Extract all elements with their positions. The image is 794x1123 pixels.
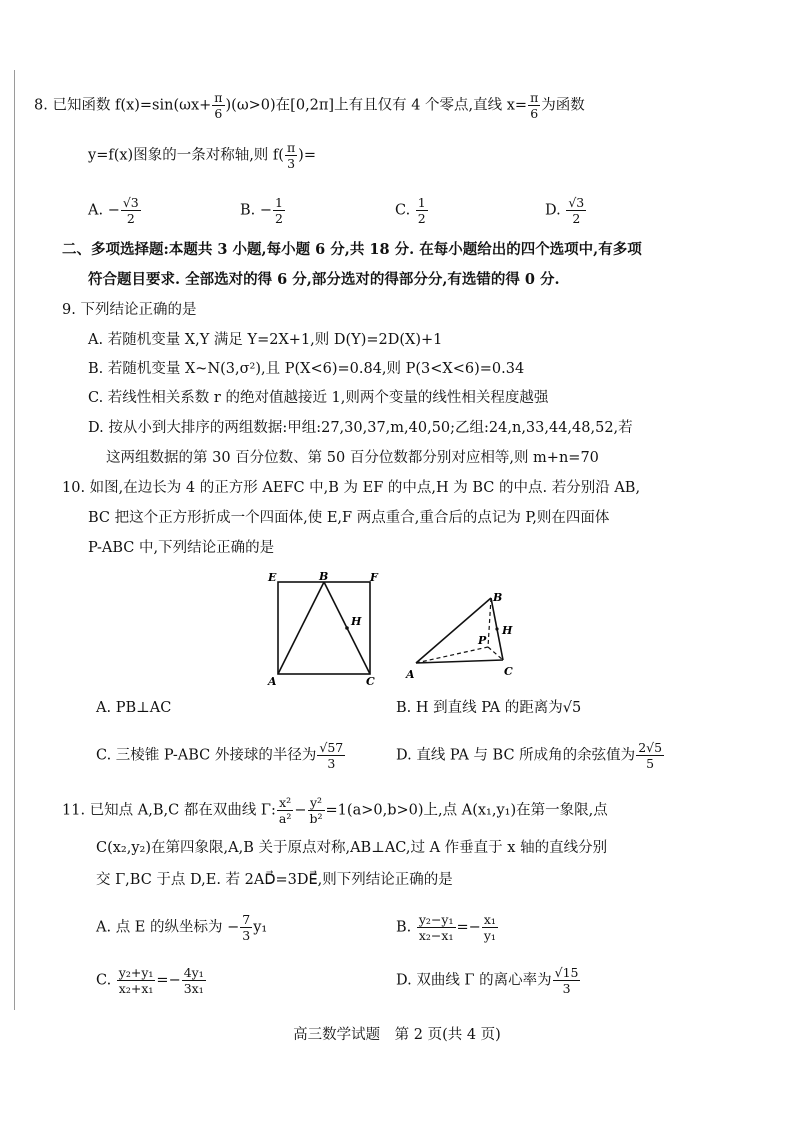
q11-option-d: D. 双曲线 Γ 的离心率为 $\frac{√15}{3}$ <box>396 965 579 996</box>
q9-option-a: A. 若随机变量 X,Y 满足 Y=2X+1,则 D(Y)=2D(X)+1 <box>88 332 443 348</box>
q9-option-c: C. 若线性相关系数 r 的绝对值越接近 1,则两个变量的线性相关程度越强 <box>88 390 549 406</box>
q11-line1: 11. 已知点 A,B,C 都在双曲线 Γ: $\frac{\text{x²}}{\text{a²}}$ − $\frac{\text{y²}}{\text{b²}}$ =1(a>0,b>0)上,点 A(x₁,y₁)在第一象限,点 <box>62 795 608 826</box>
q8-text-b: )(ω>0)在[0,2π]上有且仅有 4 个零点,直线 x= <box>225 97 528 114</box>
edge-bp <box>488 598 491 647</box>
q8-text-c: 为函数 <box>541 97 585 114</box>
label-b-3d: B <box>493 591 503 604</box>
q8-line1 <box>34 90 585 121</box>
q8-fraction-2: $\frac{\pi}{6}$ <box>530 90 539 121</box>
label-a-3d: A <box>406 668 415 681</box>
q8-text-d: y=f(x)图象的一条对称轴,则 f( <box>88 147 284 164</box>
label-p-3d: P <box>478 634 487 647</box>
section2-heading: 二、多项选择题:本题共 3 小题,每小题 6 分,共 18 分. 在每小题给出的四个选项中,有多项 <box>62 241 642 258</box>
q10-option-b: B. H 到直线 PA 的距离为√5 <box>396 700 582 716</box>
page-footer: 高三数学试题 第 2 页(共 4 页) <box>293 1027 501 1043</box>
q11-line3: 交 Γ,BC 于点 D,E. 若 2AD⃗=3DE⃗,则下列结论正确的是 <box>96 872 453 888</box>
q11-fraction-y: $\frac{\text{y²}}{\text{b²}}$ <box>309 795 323 826</box>
q10-option-c: C. 三棱锥 P-ABC 外接球的半径为 $\frac{√57}{3}$ <box>96 740 344 771</box>
label-f: F <box>370 571 378 584</box>
binding-margin-line <box>14 70 15 1010</box>
label-e: E <box>268 571 277 584</box>
q8-line2 <box>88 140 316 171</box>
label-h-3d: H <box>502 624 513 637</box>
section2-heading-cont: 符合题目要求. 全部选对的得 6 分,部分选对的得部分分,有选错的得 0 分. <box>88 271 560 288</box>
q9-stem: 9. 下列结论正确的是 <box>62 302 197 318</box>
segment-ab <box>278 582 324 674</box>
edge-ac <box>416 660 503 663</box>
point-h <box>345 626 349 630</box>
q11-option-c: C. $\frac{\text{y₂+y₁}}{\text{x₂+x₁}}$ =− $\frac{\text{4y₁}}{\text{3x₁}}$ <box>96 965 204 996</box>
label-a: A <box>268 675 277 686</box>
q10-line1: 10. 如图,在边长为 4 的正方形 AEFC 中,B 为 EF 的中点,H 为 BC 的中点. 若分别沿 AB, <box>62 480 641 496</box>
label-c-3d: C <box>504 665 513 678</box>
q9-option-d: D. 按从小到大排序的两组数据:甲组:27,30,37,m,40,50;乙组:24,n,33,44,48,52,若 <box>88 420 633 436</box>
q9-option-b: B. 若随机变量 X~N(3,σ²),且 P(X<6)=0.84,则 P(3<X<6)=0.34 <box>88 361 525 377</box>
label-h: H <box>351 615 362 628</box>
square-aefc <box>278 582 370 674</box>
square-figure <box>267 570 379 686</box>
q8-option-a: A. − $\frac{√3}{2}$ <box>88 195 139 226</box>
label-b: B <box>319 570 329 583</box>
q10-figures <box>260 568 540 686</box>
point-h-3d <box>495 627 498 630</box>
edge-ab <box>416 598 491 663</box>
q8-option-b: B. − $\frac{1}{2}$ <box>240 195 283 226</box>
q11-line2: C(x₂,y₂)在第四象限,A,B 关于原点对称,AB⊥AC,过 A 作垂直于 x 轴的直线分别 <box>96 840 608 856</box>
tetrahedron-figure <box>405 591 513 681</box>
q11-fraction-x: $\frac{\text{x²}}{\text{a²}}$ <box>278 795 292 826</box>
label-c: C <box>366 675 375 686</box>
q8-text-a: 8. 已知函数 f(x)=sin(ωx+ <box>34 97 212 114</box>
q11-option-a: A. 点 E 的纵坐标为 − $\frac{7}{3}$ y₁ <box>96 912 268 943</box>
q11-option-b: B. $\frac{\text{y₂−y₁}}{\text{x₂−x₁}}$ =− $\frac{\text{x₁}}{\text{y₁}}$ <box>396 912 496 943</box>
q9-option-d-cont: 这两组数据的第 30 百分位数、第 50 百分位数都分别对应相等,则 m+n=70 <box>106 450 599 466</box>
q10-option-a: A. PB⊥AC <box>96 700 172 716</box>
q10-line2: BC 把这个正方形折成一个四面体,使 E,F 两点重合,重合后的点记为 P,则在四面体 <box>88 510 610 526</box>
q10-option-d: D. 直线 PA 与 BC 所成角的余弦值为 $\frac{2√5}{5}$ <box>396 740 663 771</box>
q10-line3: P-ABC 中,下列结论正确的是 <box>88 540 275 556</box>
q8-fraction-3: $\frac{\pi}{3}$ <box>286 140 296 171</box>
q8-text-e: )= <box>298 147 316 164</box>
q8-option-c: C. $\frac{1}{2}$ <box>395 195 426 226</box>
q8-fraction-1: $\frac{\pi}{6}$ <box>214 90 223 121</box>
q8-option-d: D. $\frac{√3}{2}$ <box>545 195 585 226</box>
